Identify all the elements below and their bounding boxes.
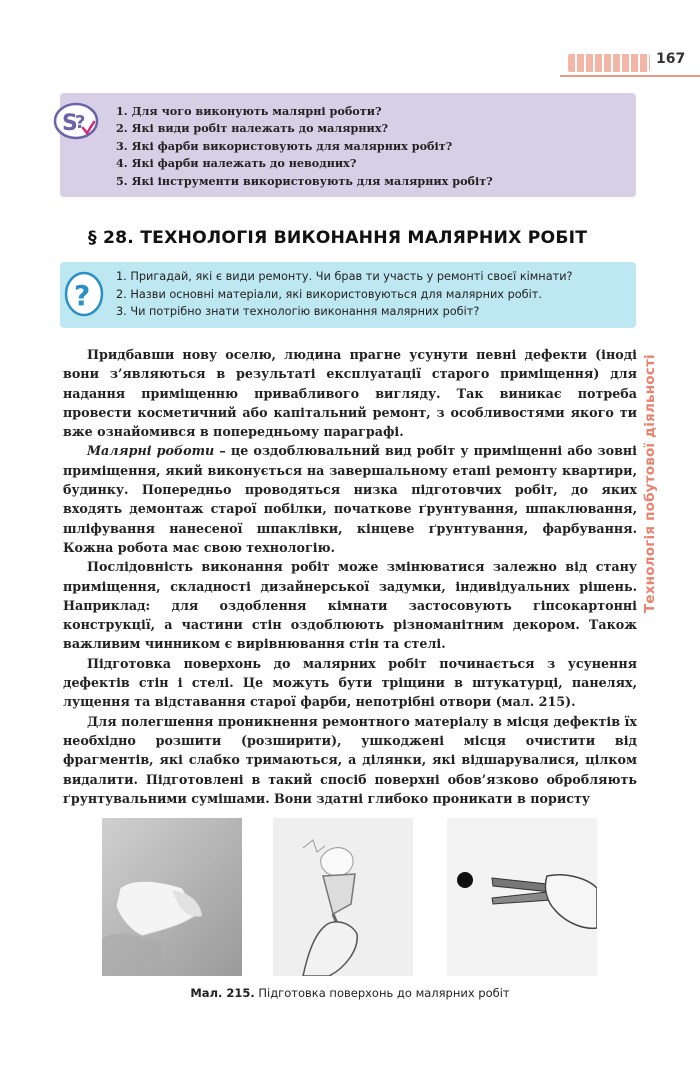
self-check-icon (53, 101, 99, 141)
page-number: 167 (656, 51, 686, 67)
side-title-container (642, 355, 662, 615)
paragraph: Придбавши нову оселю, людина прагне усунути певні дефекти (іноді вони з’являються в результаті експлуатації старого приміщення) для надання приміщенню привабливого вигляду. Так виникає потреба провести косметичний або капітальний ремонт, з особливостями якого ти вже ознайомився в попередньому параграфі. (63, 347, 637, 440)
header-decoration (568, 54, 650, 72)
svg-text:S: S (62, 111, 78, 136)
review-questions-list (116, 103, 636, 190)
section-title: § 28. ТЕХНОЛОГІЯ ВИКОНАННЯ МАЛЯРНИХ РОБІТ (88, 228, 588, 248)
figure-pliers-hole (447, 818, 597, 976)
page-header (560, 48, 700, 78)
paragraph: Послідовність виконання робіт може змінюватися залежно від стану приміщення, складності дизайнерської задумки, індивідуальних рішень. Наприклад: для оздоблення кімнати застосовують гіпсокартонні конструкції, а частини стін оздоблюють різноманітним декором. Також важливим чинником є вирівнювання стін та стелі. (63, 559, 637, 652)
figure-scraping-crack (273, 818, 413, 976)
review-question: 5. Які інструменти використовують для малярних робіт? (116, 173, 493, 188)
paragraph: Для полегшення проникнення ремонтного матеріалу в місця дефектів їх необхідно розшити (розширити), ушкоджені місця очистити від фрагментів, які слабко тримаються, а ділянки, які відшарувалися, цілком видалити. Підготовлені в такий спосіб поверхні обов’язково обробляють ґрунтувальними сумішами. Вони здатні глибоко проникати в пористу (63, 713, 637, 806)
paragraph (63, 441, 637, 557)
figure-caption-label: Мал. 215. (190, 986, 255, 1000)
figure-caption (0, 986, 700, 1000)
body-text (63, 345, 637, 808)
term: Малярні роботи (87, 443, 215, 459)
paragraph: Підготовка поверхонь до малярних робіт починається з усунення дефектів стін і стелі. Це можуть бути тріщини в штукатурці, панелях, лущення та відставання старої фарби, непотрібні отвори (мал. 215). (63, 655, 637, 710)
warmup-questions-list (116, 268, 636, 321)
svg-text:?: ? (75, 112, 86, 133)
review-question: 1. Для чого виконують малярні роботи? (116, 104, 382, 118)
review-question: 2. Які види робіт належать до малярних? (116, 121, 389, 136)
review-question: 3. Які фарби використовують для малярних робіт? (116, 138, 453, 153)
paragraph-text: – це оздоблювальний вид робіт у приміщенні або зовні приміщення, який виконується на завершальному етапі ремонту квартири, будинку. Попередньо проводяться низка підготовчих робіт, до яких входять демонтаж старої побілки, початкове ґрунтування, шпаклювання, шліфування нанесеної шпаклівки, кінцеве ґрунтування, фарбування. Кожна робота має свою технологію. (63, 443, 637, 555)
figure-peeling-paint (102, 818, 242, 976)
header-rule (560, 75, 700, 77)
side-title: Технологія побутової діяльності (642, 354, 658, 613)
svg-text:?: ? (74, 279, 91, 312)
review-question: 4. Які фарби належать до неводних? (116, 156, 357, 171)
warmup-question: 2. Назви основні матеріали, які використовуються для малярних робіт. (116, 287, 542, 301)
warmup-question: 1. Пригадай, які є види ремонту. Чи брав ти участь у ремонті своєї кімнати? (116, 270, 573, 283)
figure-caption-text: Підготовка поверхонь до малярних робіт (254, 986, 510, 1000)
question-mark-icon (63, 271, 105, 317)
warmup-question: 3. Чи потрібно знати технологію виконання малярних робіт? (116, 305, 480, 319)
